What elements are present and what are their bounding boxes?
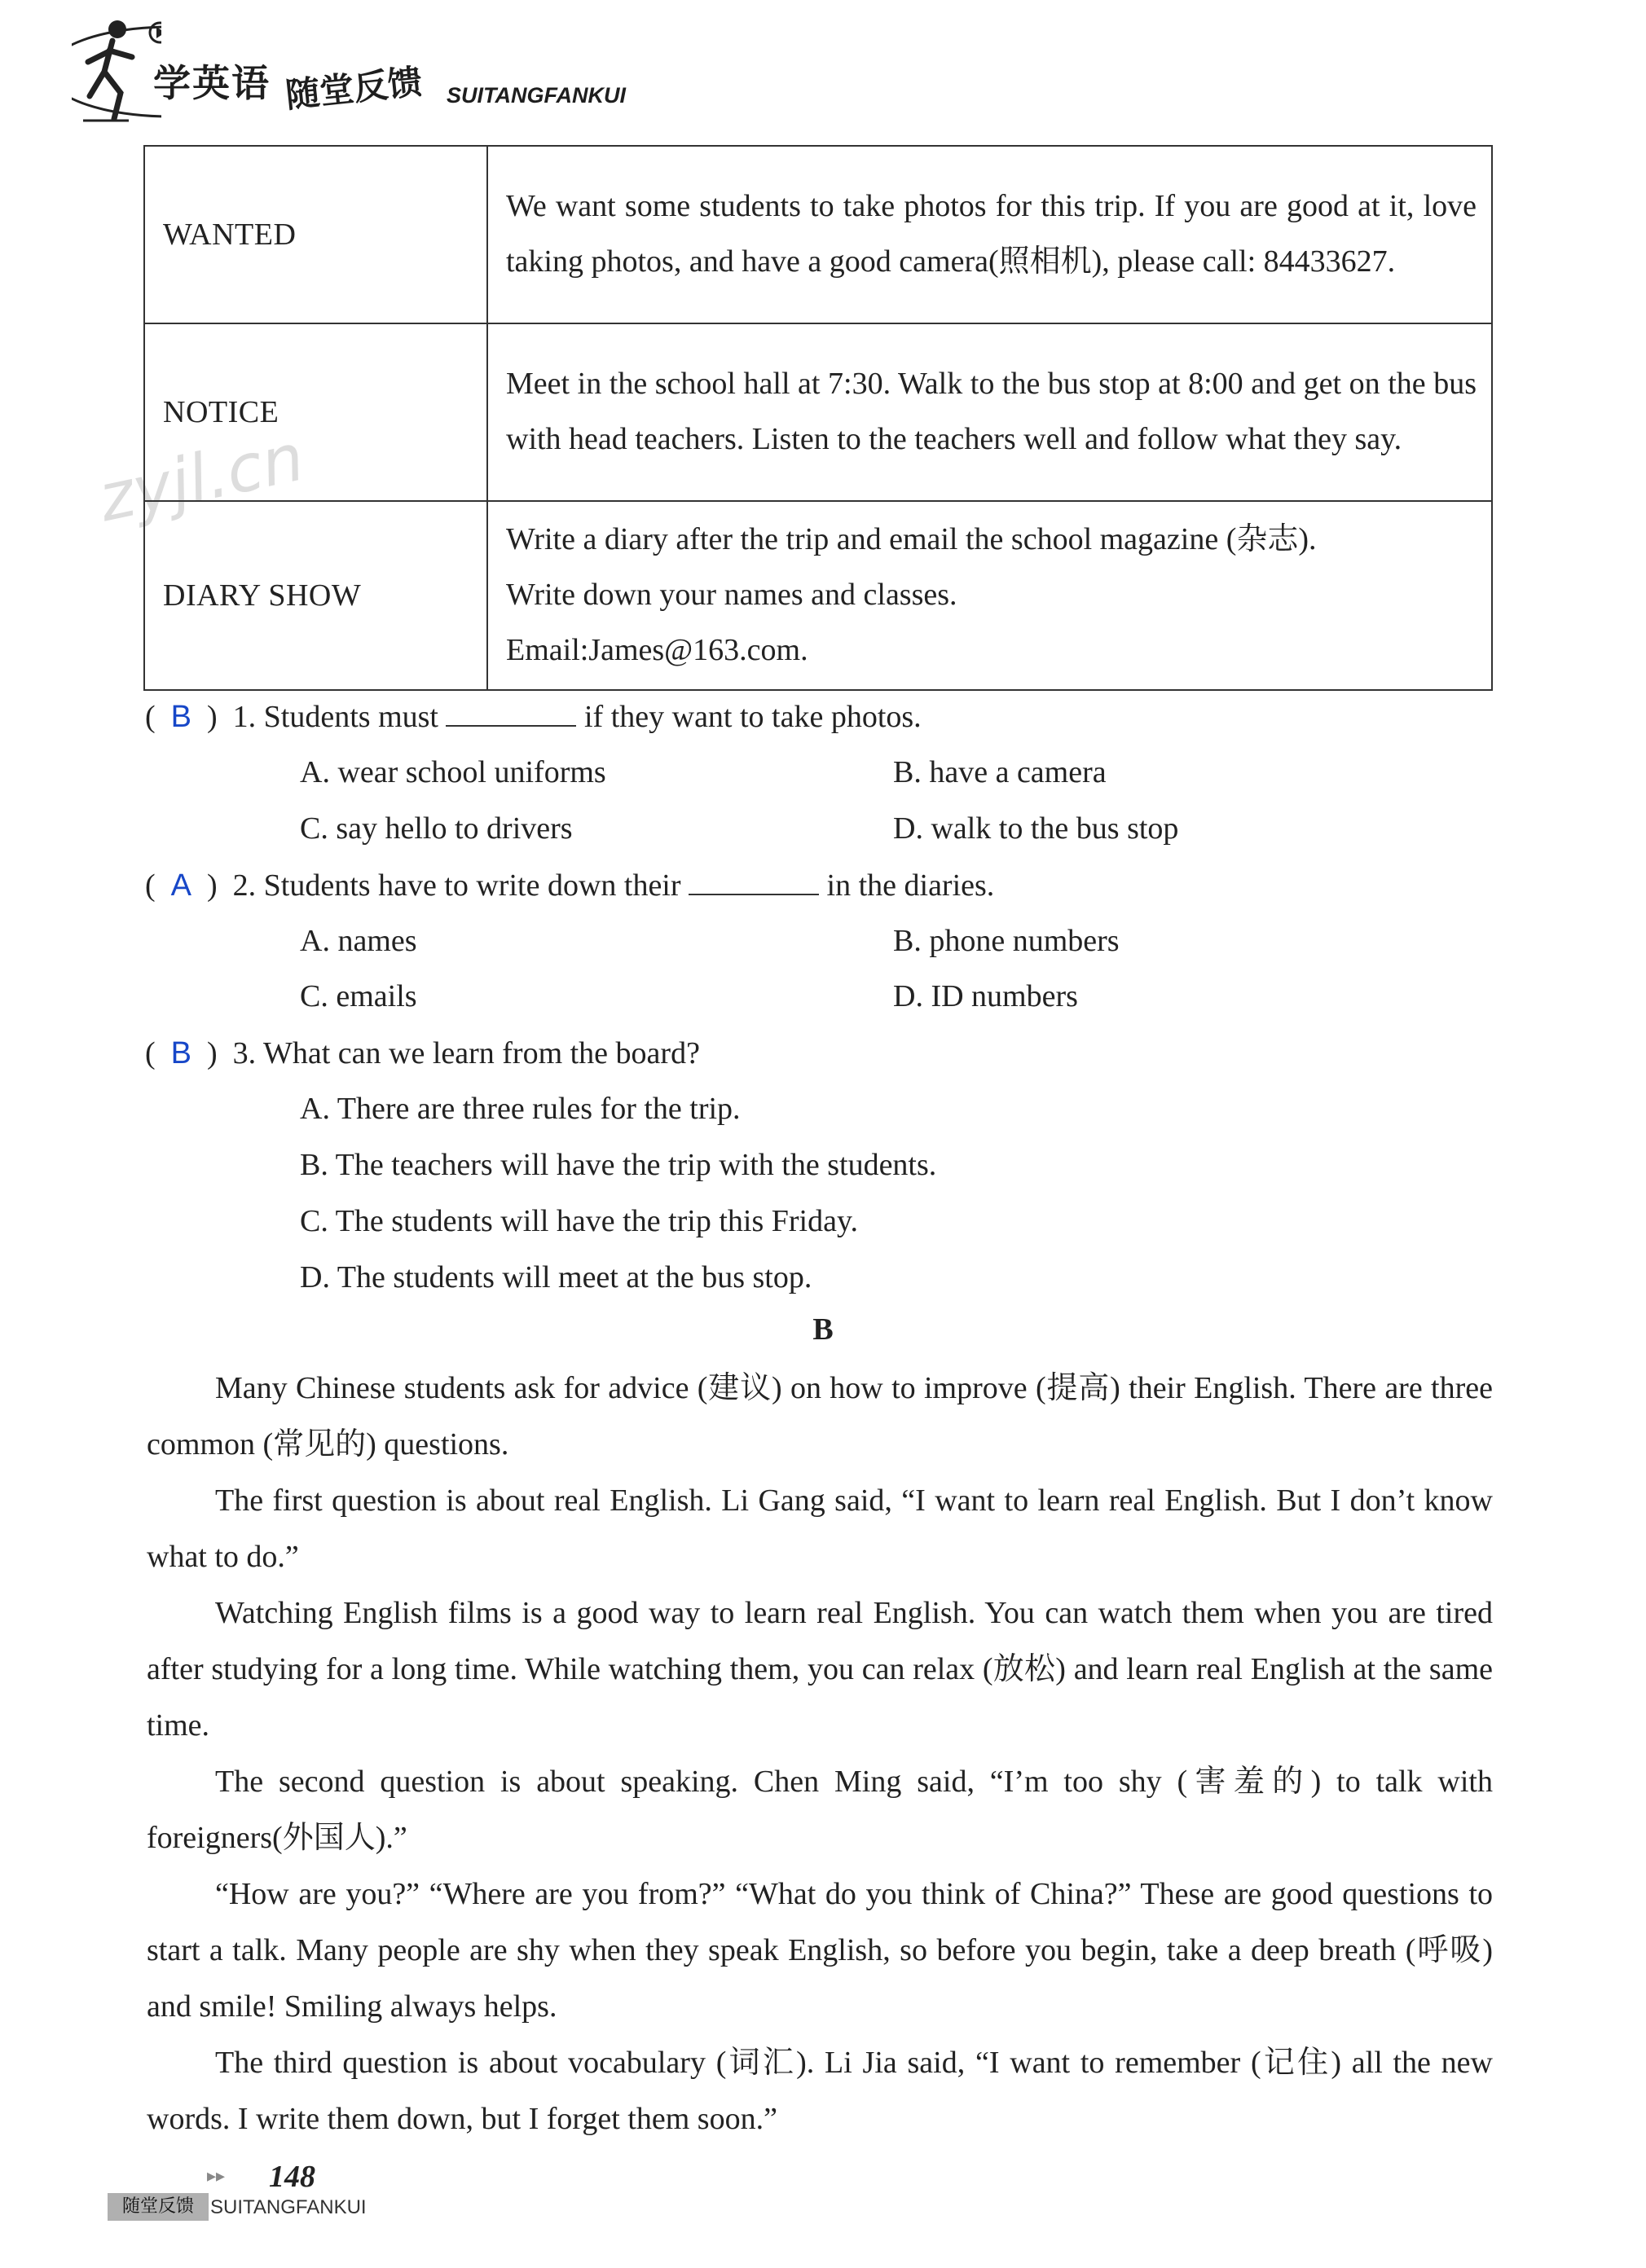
passage-paragraph-6: The third question is about vocabulary (词汇). Li Jia said, “I want to remember (记住) all the new words. I write them down, but I forget them soon.” (147, 2046, 1493, 2136)
board-text-diary-show (487, 501, 1492, 690)
option-1a: A. wear school uniforms (300, 755, 606, 789)
option-2c: C. emails (300, 979, 417, 1013)
diary-line: Write a diary after the trip and email the school magazine (杂志). (506, 522, 1317, 556)
board-key-notice: NOTICE (144, 323, 487, 501)
board-key-wanted: WANTED (144, 146, 487, 323)
runner-logo-icon (72, 15, 161, 129)
question-3: ( B ) 3. What can we learn from the board? (145, 1036, 700, 1070)
section-label: B (812, 1312, 834, 1347)
table-row (144, 146, 1492, 323)
answer-3: B (170, 1036, 192, 1070)
option-2a: A. names (300, 924, 417, 958)
question-1: ( B ) 1. Students must if they want to take photos. (145, 697, 922, 736)
question-2-stem-after: in the diaries. (826, 868, 995, 903)
answer-blank (446, 697, 576, 727)
option-1b: B. have a camera (893, 755, 1107, 789)
option-3b: B. The teachers will have the trip with the students. (300, 1148, 937, 1182)
footer-label-latin: SUITANGFANKUI (210, 2196, 367, 2218)
footer-label: 随堂反馈 (108, 2193, 209, 2221)
table-row (144, 501, 1492, 690)
board-text-wanted: We want some students to take photos for this trip. If you are good at it, love taking photos, and have a good camera(照相机), please call: 84433627. (487, 146, 1492, 323)
watermark: zyjl.cn (92, 419, 310, 537)
option-1d: D. walk to the bus stop (893, 811, 1179, 846)
question-1-stem-after: if they want to take photos. (583, 700, 922, 734)
diary-line: Write down your names and classes. (506, 578, 957, 612)
notice-board-table (143, 145, 1493, 691)
passage-paragraph-5: “How are you?” “Where are you from?” “What do you think of China?” These are good questions to start a talk. Many people are shy when they speak English, so before you begin, take a deep breath (呼吸) and smile! Smiling always helps. (147, 1877, 1493, 2024)
board-key-diary-show: DIARY SHOW (144, 501, 487, 690)
header-subtitle: 随堂反馈 (284, 61, 425, 116)
header-title: 学英语 (153, 61, 271, 105)
board-text-notice: Meet in the school hall at 7:30. Walk to the bus stop at 8:00 and get on the bus with head teachers. Listen to the teachers well and follow what they say. (487, 323, 1492, 501)
option-3d: D. The students will meet at the bus stop. (300, 1260, 812, 1294)
option-1c: C. say hello to drivers (300, 811, 573, 846)
option-3a: A. There are three rules for the trip. (300, 1092, 741, 1126)
passage-paragraph-4: The second question is about speaking. Chen Ming said, “I’m too shy (害羞的) to talk with foreigners(外国人).” (147, 1765, 1493, 1855)
passage-paragraph-1: Many Chinese students ask for advice (建议) on how to improve (提高) their English. There are three common (常见的) questions. (147, 1371, 1493, 1461)
question-3-stem: 3. What can we learn from the board? (232, 1036, 700, 1070)
table-row (144, 323, 1492, 501)
page-header (72, 15, 658, 129)
option-3c: C. The students will have the trip this Friday. (300, 1204, 858, 1238)
question-2-stem-before: 2. Students have to write down their (232, 868, 681, 903)
page-number: 148 (269, 2160, 315, 2194)
answer-2: A (170, 868, 192, 903)
answer-blank (689, 866, 819, 895)
footer-arrows-icon: ▸▸ (207, 2165, 226, 2186)
answer-1: B (170, 700, 192, 734)
question-2: ( A ) 2. Students have to write down their in the diaries. (145, 866, 994, 905)
option-2b: B. phone numbers (893, 924, 1120, 958)
passage-paragraph-3: Watching English films is a good way to learn real English. You can watch them when you are tired after studying for a long time. While watching them, you can relax (放松) and learn real English at the same time. (147, 1596, 1493, 1743)
question-1-stem-before: 1. Students must (232, 700, 438, 734)
diary-line: Email:James@163.com. (506, 633, 808, 667)
option-2d: D. ID numbers (893, 979, 1078, 1013)
header-subtitle-latin: SUITANGFANKUI (447, 83, 626, 108)
passage-paragraph-2: The first question is about real English. Li Gang said, “I want to learn real English. But I don’t know what to do.” (147, 1483, 1493, 1574)
